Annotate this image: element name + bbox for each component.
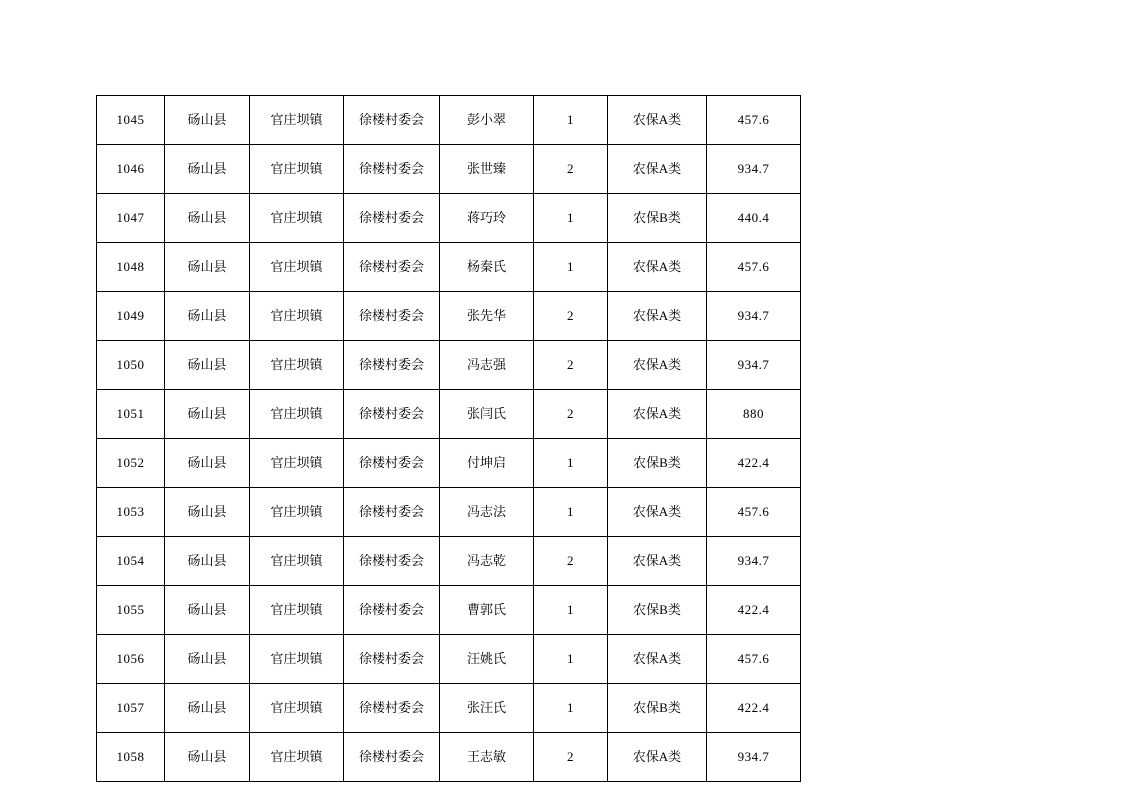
row-type: 农保A类 [608, 635, 707, 684]
row-village: 徐楼村委会 [344, 684, 440, 733]
row-count: 2 [534, 390, 608, 439]
row-county: 砀山县 [165, 194, 250, 243]
row-index: 1050 [97, 341, 165, 390]
table-row [97, 194, 801, 243]
row-town: 官庄坝镇 [250, 96, 344, 145]
row-type: 农保B类 [608, 586, 707, 635]
row-index: 1047 [97, 194, 165, 243]
row-type: 农保A类 [608, 488, 707, 537]
row-village: 徐楼村委会 [344, 194, 440, 243]
row-village: 徐楼村委会 [344, 243, 440, 292]
row-index: 1058 [97, 733, 165, 782]
table-row [97, 733, 801, 782]
row-name: 张闫氏 [440, 390, 534, 439]
row-county: 砀山县 [165, 439, 250, 488]
row-count: 1 [534, 243, 608, 292]
row-town: 官庄坝镇 [250, 145, 344, 194]
row-county: 砀山县 [165, 341, 250, 390]
row-amount: 422.4 [707, 586, 801, 635]
row-county: 砀山县 [165, 96, 250, 145]
row-type: 农保B类 [608, 194, 707, 243]
row-name: 杨秦氏 [440, 243, 534, 292]
row-index: 1053 [97, 488, 165, 537]
row-town: 官庄坝镇 [250, 292, 344, 341]
row-name: 付坤启 [440, 439, 534, 488]
row-village: 徐楼村委会 [344, 390, 440, 439]
row-county: 砀山县 [165, 733, 250, 782]
row-index: 1048 [97, 243, 165, 292]
row-town: 官庄坝镇 [250, 537, 344, 586]
row-town: 官庄坝镇 [250, 243, 344, 292]
row-amount: 422.4 [707, 439, 801, 488]
row-amount: 934.7 [707, 145, 801, 194]
row-town: 官庄坝镇 [250, 439, 344, 488]
row-index: 1045 [97, 96, 165, 145]
row-amount: 934.7 [707, 341, 801, 390]
row-town: 官庄坝镇 [250, 194, 344, 243]
row-county: 砀山县 [165, 390, 250, 439]
row-county: 砀山县 [165, 488, 250, 537]
table-row [97, 537, 801, 586]
row-type: 农保A类 [608, 733, 707, 782]
row-type: 农保B类 [608, 439, 707, 488]
row-name: 冯志乾 [440, 537, 534, 586]
row-count: 2 [534, 292, 608, 341]
row-type: 农保A类 [608, 243, 707, 292]
row-count: 2 [534, 145, 608, 194]
table-container [96, 95, 800, 782]
table-row [97, 292, 801, 341]
row-index: 1046 [97, 145, 165, 194]
table-row [97, 684, 801, 733]
row-index: 1049 [97, 292, 165, 341]
row-amount: 880 [707, 390, 801, 439]
row-county: 砀山县 [165, 292, 250, 341]
row-type: 农保A类 [608, 145, 707, 194]
table-row [97, 243, 801, 292]
row-index: 1051 [97, 390, 165, 439]
row-count: 2 [534, 341, 608, 390]
row-type: 农保A类 [608, 537, 707, 586]
row-name: 王志敏 [440, 733, 534, 782]
row-village: 徐楼村委会 [344, 537, 440, 586]
row-village: 徐楼村委会 [344, 292, 440, 341]
row-type: 农保A类 [608, 341, 707, 390]
row-index: 1056 [97, 635, 165, 684]
row-count: 1 [534, 684, 608, 733]
table-row [97, 390, 801, 439]
row-town: 官庄坝镇 [250, 684, 344, 733]
row-amount: 457.6 [707, 243, 801, 292]
row-count: 1 [534, 488, 608, 537]
row-name: 张汪氏 [440, 684, 534, 733]
row-village: 徐楼村委会 [344, 96, 440, 145]
row-town: 官庄坝镇 [250, 341, 344, 390]
subsidy-table [96, 95, 801, 782]
row-county: 砀山县 [165, 684, 250, 733]
row-name: 彭小翠 [440, 96, 534, 145]
row-count: 2 [534, 733, 608, 782]
row-county: 砀山县 [165, 243, 250, 292]
row-village: 徐楼村委会 [344, 341, 440, 390]
table-row [97, 635, 801, 684]
table-row [97, 145, 801, 194]
row-type: 农保A类 [608, 292, 707, 341]
row-county: 砀山县 [165, 586, 250, 635]
row-count: 1 [534, 96, 608, 145]
row-village: 徐楼村委会 [344, 733, 440, 782]
row-town: 官庄坝镇 [250, 635, 344, 684]
row-village: 徐楼村委会 [344, 145, 440, 194]
row-county: 砀山县 [165, 145, 250, 194]
row-amount: 457.6 [707, 488, 801, 537]
row-village: 徐楼村委会 [344, 635, 440, 684]
row-village: 徐楼村委会 [344, 439, 440, 488]
table-row [97, 341, 801, 390]
row-count: 1 [534, 194, 608, 243]
row-name: 曹郭氏 [440, 586, 534, 635]
row-county: 砀山县 [165, 635, 250, 684]
row-name: 冯志法 [440, 488, 534, 537]
row-name: 张世臻 [440, 145, 534, 194]
table-row [97, 586, 801, 635]
row-town: 官庄坝镇 [250, 733, 344, 782]
row-town: 官庄坝镇 [250, 586, 344, 635]
row-count: 1 [534, 635, 608, 684]
row-town: 官庄坝镇 [250, 488, 344, 537]
row-amount: 934.7 [707, 733, 801, 782]
row-count: 1 [534, 439, 608, 488]
row-amount: 422.4 [707, 684, 801, 733]
row-county: 砀山县 [165, 537, 250, 586]
row-village: 徐楼村委会 [344, 586, 440, 635]
row-amount: 934.7 [707, 537, 801, 586]
row-type: 农保A类 [608, 96, 707, 145]
row-index: 1052 [97, 439, 165, 488]
row-village: 徐楼村委会 [344, 488, 440, 537]
table-body [97, 96, 801, 782]
row-amount: 457.6 [707, 635, 801, 684]
row-index: 1055 [97, 586, 165, 635]
row-type: 农保A类 [608, 390, 707, 439]
row-count: 1 [534, 586, 608, 635]
table-row [97, 488, 801, 537]
row-name: 蒋巧玲 [440, 194, 534, 243]
row-name: 冯志强 [440, 341, 534, 390]
row-town: 官庄坝镇 [250, 390, 344, 439]
row-amount: 934.7 [707, 292, 801, 341]
row-index: 1057 [97, 684, 165, 733]
row-amount: 457.6 [707, 96, 801, 145]
row-amount: 440.4 [707, 194, 801, 243]
row-name: 汪姚氏 [440, 635, 534, 684]
row-count: 2 [534, 537, 608, 586]
row-type: 农保B类 [608, 684, 707, 733]
row-name: 张先华 [440, 292, 534, 341]
table-row [97, 439, 801, 488]
table-row [97, 96, 801, 145]
row-index: 1054 [97, 537, 165, 586]
